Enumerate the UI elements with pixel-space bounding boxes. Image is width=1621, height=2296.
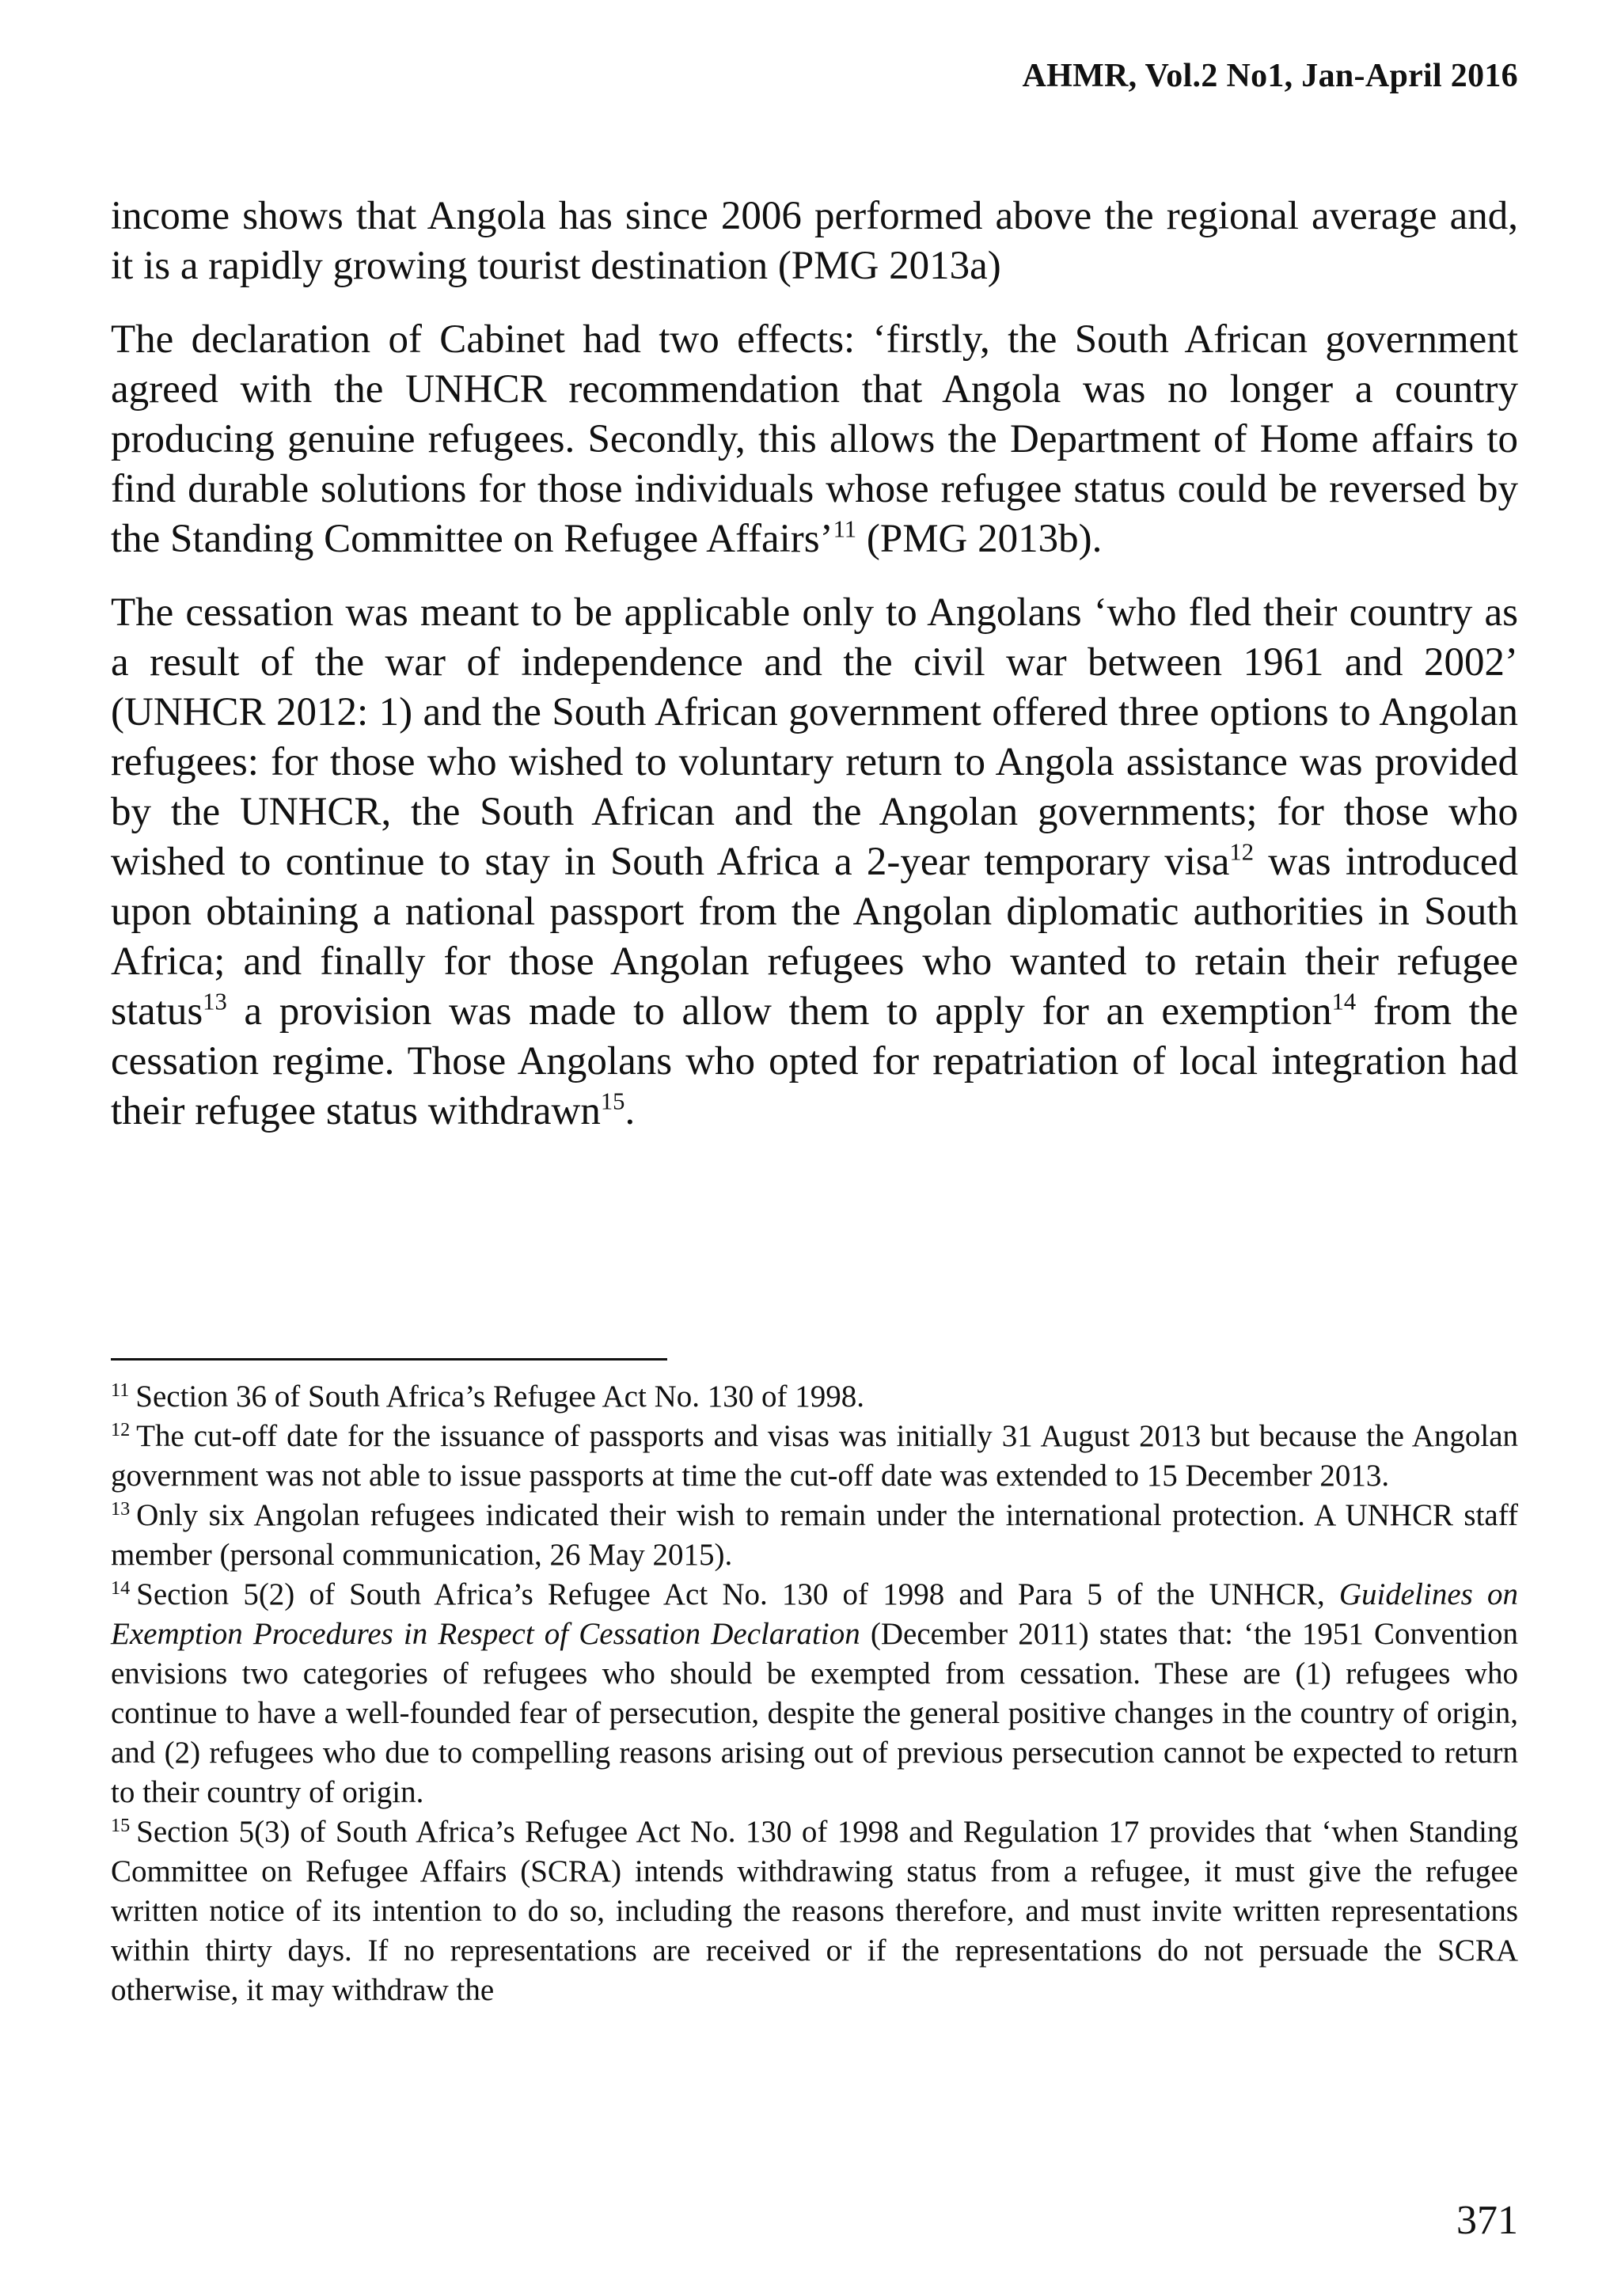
footnote-text: Only six Angolan refugees indicated their wish to remain under the international protection. A UNHCR staff member (personal communication, 26 May 2015). xyxy=(111,1498,1518,1572)
footnote-ref-15[interactable]: 15 xyxy=(600,1087,625,1115)
paragraph-1: income shows that Angola has since 2006 performed above the regional average and, it is a rapidly growing tourist destination (PMG 2013a) xyxy=(111,194,1518,288)
paragraph-3 xyxy=(111,588,1518,1137)
footnote-ref-11[interactable]: 11 xyxy=(833,515,857,543)
footnote-14 xyxy=(111,1575,1518,1812)
footnotes xyxy=(111,1377,1518,2010)
page-number: 371 xyxy=(1456,2198,1518,2243)
footnote-text: The cut-off date for the issuance of passports and visas was initially 31 August 2013 but because the Angolan government was not able to issue passports at time the cut-off date was extended to 15 December 2013. xyxy=(111,1419,1518,1493)
footnote-number: 13 xyxy=(111,1497,131,1520)
main-text xyxy=(111,192,1518,1160)
footnote-italic-title: Guidelines on Exemption Procedures in Respect of Cessation Declaration xyxy=(111,1577,1518,1651)
paragraph-2 xyxy=(111,315,1518,564)
paragraph-3-part-a: The cessation was meant to be applicable only to Angolans ‘who fled their country as a result of the war of independence and the civil war between 1961 and 2002’ (UNHCR 2012: 1) and the South African government offered three options to Angolan refugees: for those who wished to voluntary return to Angola assistance was provided by the UNHCR, the South African and the Angolan governments; for those who wished to continue to stay in South Africa a 2-year temporary visa xyxy=(111,590,1518,884)
paragraph-3-part-c: a provision was made to allow them to apply for an exemption xyxy=(226,989,1332,1034)
paragraph-3-part-b: was introduced upon obtaining a national passport from the Angolan diplomatic authorities in South Africa; and finally for those Angolan refugees who wanted to retain their refugee status xyxy=(111,840,1518,1034)
footnote-12 xyxy=(111,1417,1518,1496)
footnote-ref-14[interactable]: 14 xyxy=(1331,988,1357,1015)
footnote-ref-13[interactable]: 13 xyxy=(203,988,227,1015)
footnote-number: 12 xyxy=(111,1418,131,1440)
footnote-text-continued: (December 2011) states that: ‘the 1951 Convention envisions two categories of refugees who should be exempted from cessation. These are (1) refugees who continue to have a well-founded fear of persecution, despite the general positive changes in the country of origin, and (2) refugees who due to compelling reasons arising out of previous persecution cannot be expected to return to their country of origin. xyxy=(111,1617,1519,1809)
paragraph-2-text: The declaration of Cabinet had two effects: ‘firstly, the South African government agreed with the UNHCR recommendation that Angola was no longer a country producing genuine refugees. Secondly, this allows the Department of Home affairs to find durable solutions for those individuals whose refugee status could be reversed by the Standing Committee on Refugee Affairs’ xyxy=(111,317,1518,561)
paragraph-3-part-e: . xyxy=(624,1089,636,1133)
paragraph-3-part-d: from the cessation regime. Those Angolans who opted for repatriation of local integration had their refugee status withdrawn xyxy=(111,989,1518,1133)
footnote-text: Section 36 of South Africa’s Refugee Act No. 130 of 1998. xyxy=(135,1379,864,1414)
footnote-ref-12[interactable]: 12 xyxy=(1229,838,1255,866)
footnote-number: 15 xyxy=(111,1814,131,1836)
footnote-text: Section 5(3) of South Africa’s Refugee Act No. 130 of 1998 and Regulation 17 provides that ‘when Standing Committee on Refugee Affairs (SCRA) intends withdrawing status from a refugee, it must give the refugee written notice of its intention to do so, including the reasons therefore, and must invite written representations within thirty days. If no representations are received or if the representations do not persuade the SCRA otherwise, it may withdraw the xyxy=(111,1815,1518,2007)
footnote-text: Section 5(2) of South Africa’s Refugee Act No. 130 of 1998 and Para 5 of the UNHCR, xyxy=(136,1577,1339,1611)
footnote-15 xyxy=(111,1812,1518,2010)
footnote-divider xyxy=(111,1358,667,1361)
running-header: AHMR, Vol.2 No1, Jan-April 2016 xyxy=(1022,58,1518,94)
footnote-13 xyxy=(111,1496,1518,1575)
footnote-number: 14 xyxy=(111,1577,131,1599)
paragraph-2-tail: (PMG 2013b). xyxy=(856,517,1103,561)
footnote-11 xyxy=(111,1377,1518,1417)
footnote-number: 11 xyxy=(111,1379,130,1401)
